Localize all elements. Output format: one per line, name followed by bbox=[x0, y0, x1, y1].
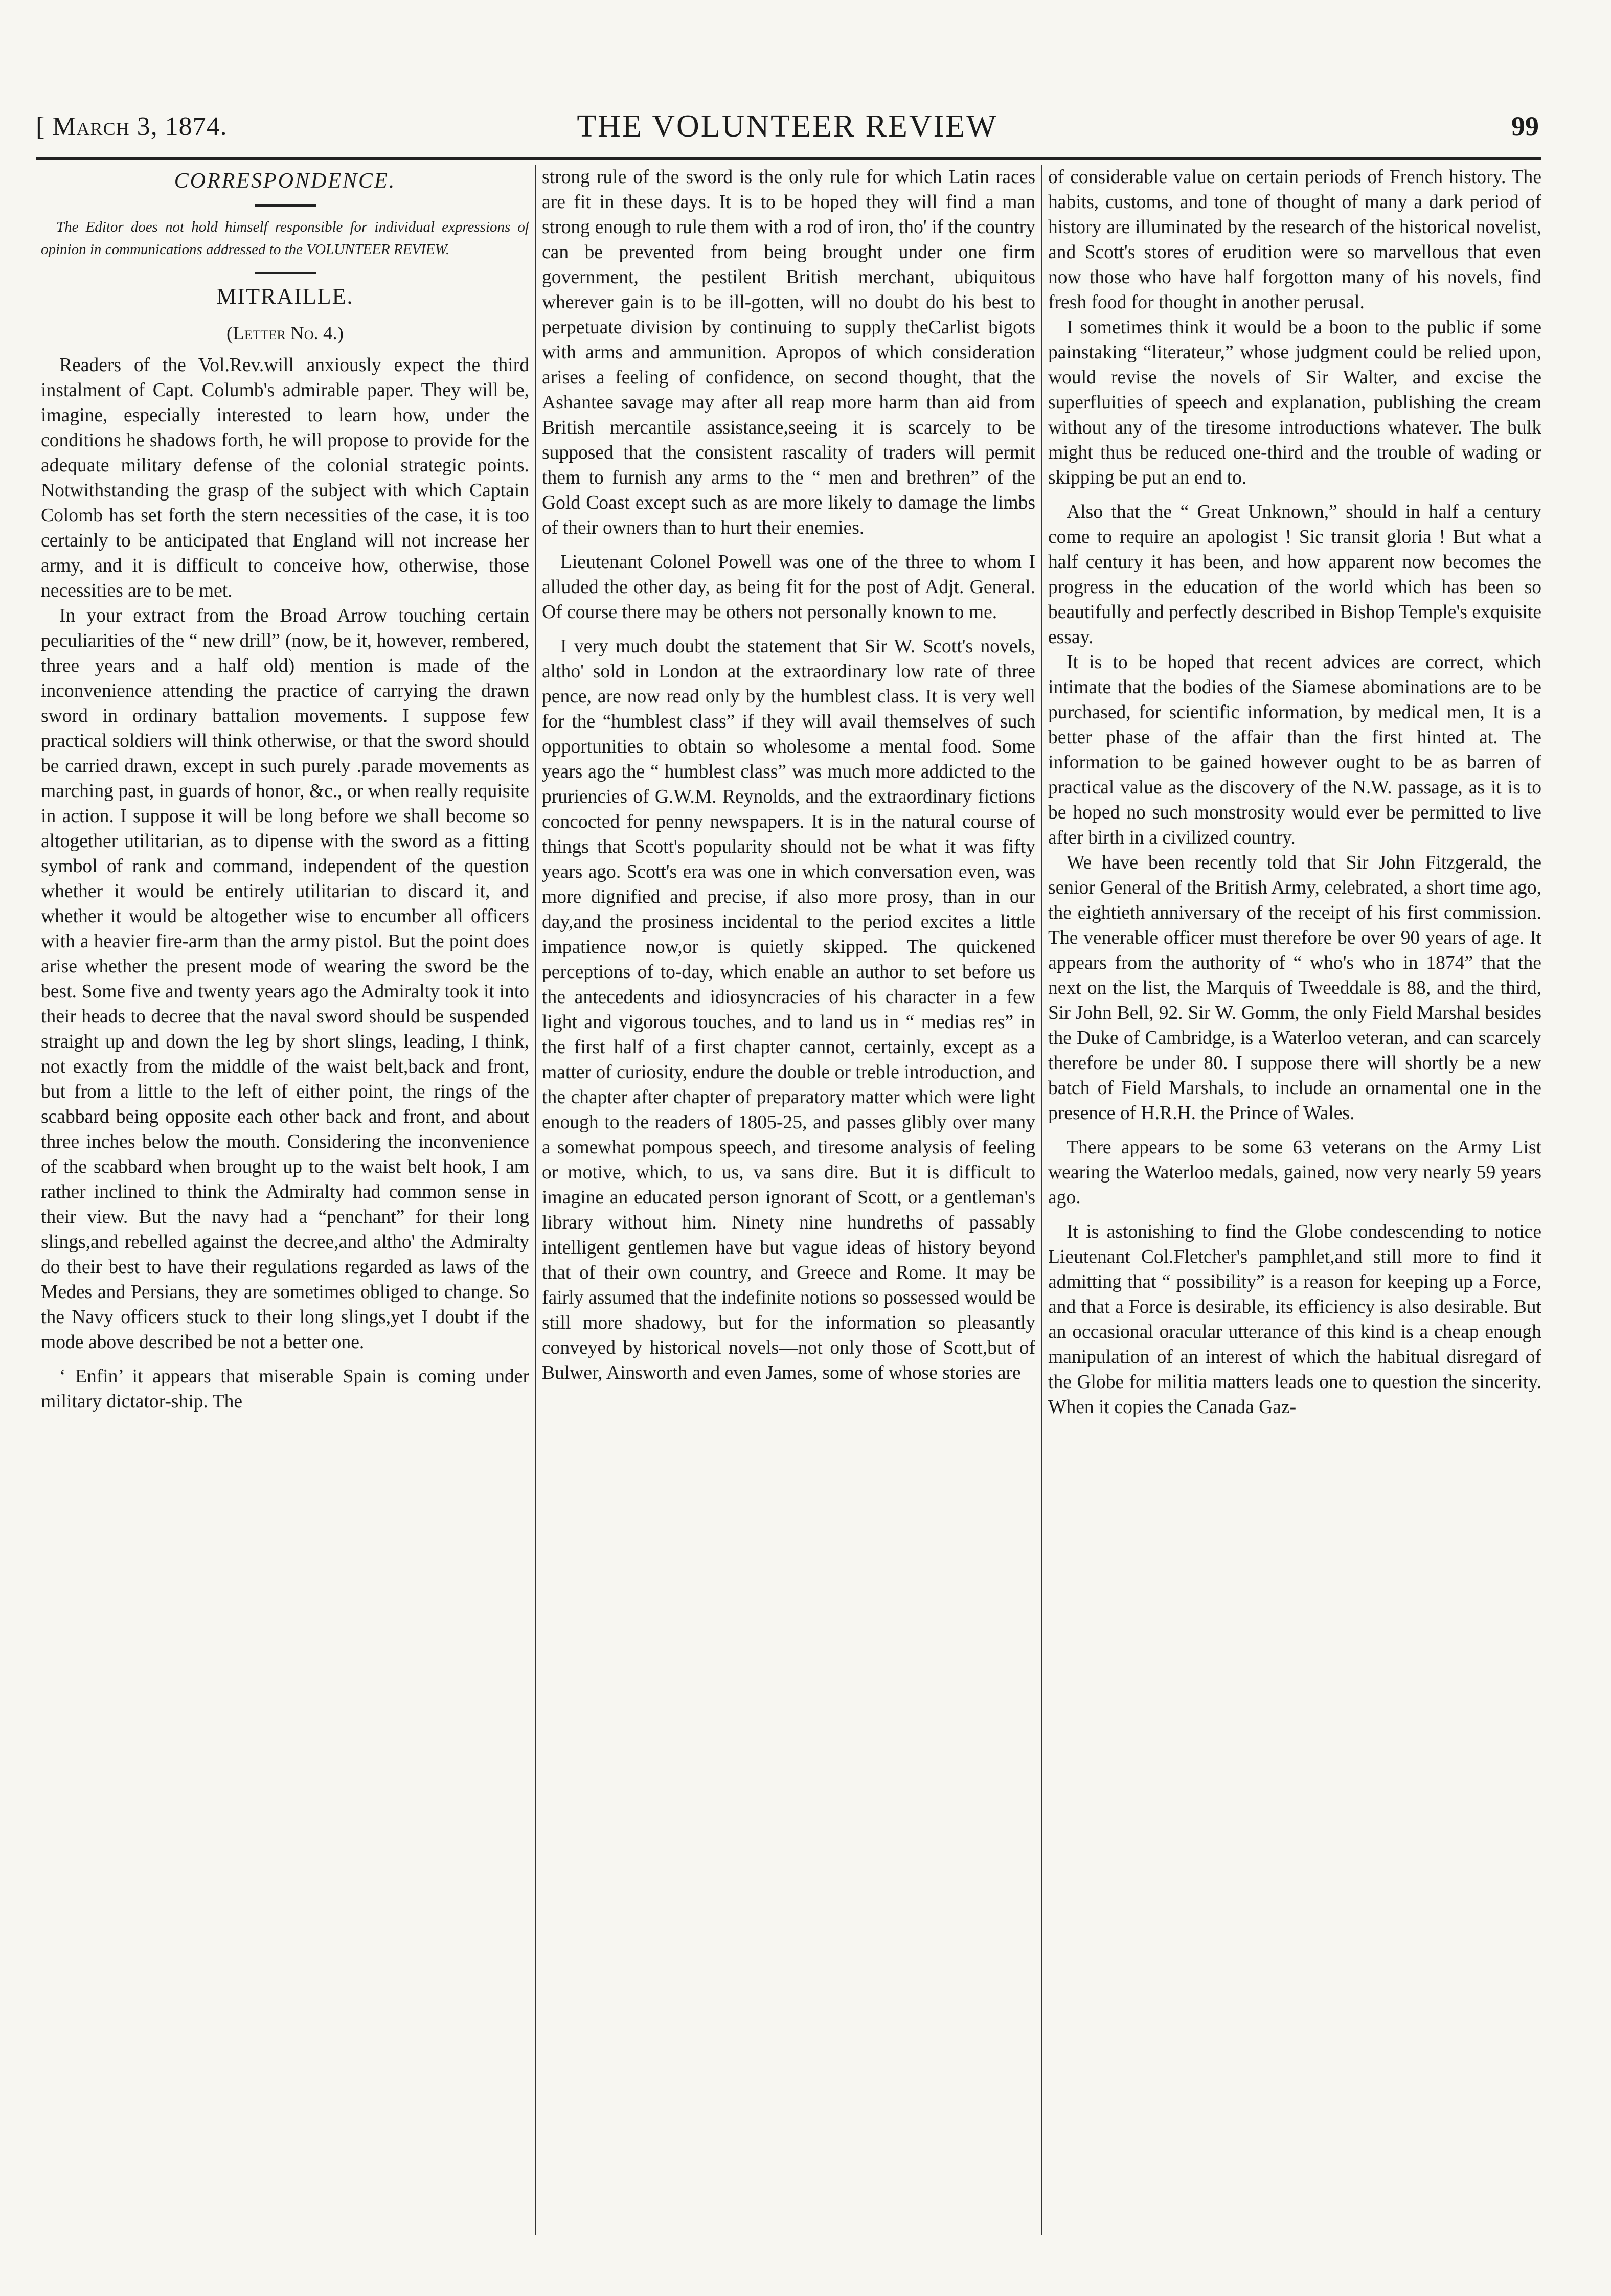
section-title: CORRESPONDENCE. bbox=[174, 169, 396, 193]
section-rule bbox=[255, 204, 316, 207]
column-divider bbox=[1041, 165, 1042, 2235]
column-1 bbox=[41, 165, 529, 2235]
masthead-rule bbox=[36, 157, 1541, 160]
column-divider bbox=[535, 165, 536, 2235]
letter-number: (Letter No. 4.) bbox=[226, 323, 344, 344]
paragraph: of considerable value on certain periods of French history. The habits, customs, and tone of thought of many a dark period of history are illuminated by the research of the historical novelist, and Scott's stores of erudition were so marvellous that even now those who have half forgotton many of his novels, find fresh food for thought in another perusal. bbox=[1048, 167, 1541, 313]
newspaper-title: THE VOLUNTEER REVIEW bbox=[577, 109, 998, 144]
paragraph: It is astonishing to find the Globe condescending to notice Lieutenant Col.Fletcher's pamphlet,and still more to find it admitting that “ possibility” is a reason for keeping up a Force, and that a Force is desirable, its efficiency is also desirable. But an occasional oracular utterance of this kind is a cheap enough manipulation of an interest of which the habitual disregard of the Globe for militia matters leads one to question the sincerity. When it copies the Canada Gaz- bbox=[1048, 1221, 1541, 1418]
paragraph: In your extract from the Broad Arrow touching certain peculiarities of the “ new drill” (now, be it, however, rembered, three years and a half old) mention is made of the inconvenience attending the practice of carrying the drawn sword in ordinary battalion movements. I suppose few practical soldiers will think otherwise, or that the sword should be carried drawn, except in such purely .parade movements as marching past, in guards of honor, &c., or when really requisite in action. I suppose it will be long before we shall become so altogether utilitarian, as to dipense with the sword as a fitting symbol of rank and command, independent of the question whether it would be entirely utilitarian to discard it, and whether it would be altogether wise to encumber all officers with a heavier fire-arm than the army pistol. But the point does arise whether the present mode of wearing the sword be the best. Some five and twenty years ago the Admiralty took it into their heads to decree that the naval sword should be suspended straight up and down the leg by short slings, leading, I think, not exactly from the middle of the waist belt,back and front, but from a little to the left of either point, the rings of the scabbard being opposite each other back and front, and about three inches below the mouth. Considering the inconvenience of the scabbard when brought up to the waist belt hook, I am rather inclined to think the Admiralty had common sense in their view. But the navy had a “penchant” for their long slings,and rebelled against the decree,and altho' the Admiralty do their best to have their regulations regarded as laws of the Medes and Persians, they are sometimes obliged to change. So the Navy officers stuck to their long slings,yet I doubt if the mode above described be not a better one. bbox=[41, 605, 529, 1353]
paragraph: Lieutenant Colonel Powell was one of the three to whom I alluded the other day, as being fit for the post of Adjt. General. Of course there may be others not personally known to me. bbox=[542, 552, 1035, 623]
paragraph: Readers of the Vol.Rev.will anxiously expect the third instalment of Capt. Columb's admirable paper. They will be, imagine, especially interested to learn how, under the conditions he shadows forth, he will propose to provide for the adequate military defense of the colonial strategic points. Notwithstanding the grasp of the subject with which Captain Colomb has set forth the stern necessities of the case, it is too certainly to be anticipated that England will not increase her army, and it is difficult to conceive how, otherwise, those necessities are to be met. bbox=[41, 355, 529, 601]
paragraph: We have been recently told that Sir John Fitzgerald, the senior General of the British Army, celebrated, a short time ago, the eightieth anniversary of the receipt of his first commission. The venerable officer must therefore be over 90 years of age. It appears from the authority of “ who's who in 1874” that the next on the list, the Marquis of Tweeddale is 88, and the third, Sir John Bell, 92. Sir W. Gomm, the only Field Marshal besides the Duke of Cambridge, is a Waterloo veteran, and can scarcely therefore be under 80. I suppose there will shortly be a new batch of Field Marshals, to include an ornamental one in the presence of H.R.H. the Prince of Wales. bbox=[1048, 852, 1541, 1124]
paragraph: Also that the “ Great Unknown,” should in half a century come to require an apologist ! Sic transit gloria ! But what a half century it has been, and how apparent now becomes the progress in the education of the world which has been so beautifully and perfectly described in Bishop Temple's exquisite essay. bbox=[1048, 502, 1541, 648]
column-3 bbox=[1048, 165, 1541, 2235]
paragraph: It is to be hoped that recent advices are correct, which intimate that the bodies of the Siamese abominations are to be purchased, for scientific information, by medical men, It is a better phase of the affair than the first hinted at. The information to be gained however ought to be as barren of practical value as the discovery of the N.W. passage, as it is to be hoped no such monstrosity would ever be permitted to live after birth in a civilized country. bbox=[1048, 652, 1541, 848]
masthead bbox=[36, 108, 1539, 155]
paragraph: There appears to be some 63 veterans on the Army List wearing the Waterloo medals, gained, now very nearly 59 years ago. bbox=[1048, 1137, 1541, 1208]
page-number: 99 bbox=[1511, 111, 1539, 142]
paragraph: I very much doubt the statement that Sir W. Scott's novels, altho' sold in London at the extraordinary low rate of three pence, are now read only by the humblest class. It is very well for the “humblest class” if they will avail themselves of such opportunities to obtain so wholesome a mental food. Some years ago the “ humblest class” was much more addicted to the pruriencies of G.W.M. Reynolds, and the extraordinary fictions concocted for penny newspapers. It is in the natural course of things that Scott's popularity should not be what it was fifty years ago. Scott's era was one in which conversation even, was more dignified and precise, if also more prosy, than in our day,and the prosiness incidental to the period excites a little impatience now,or is quietly skipped. The quickened perceptions of to-day, which enable an author to set before us the antecedents and idiosyncracies of his character in a few light and vigorous touches, and to land us in “ medias res” in the first half of a first chapter cannot, certainly, except as a matter of curiosity, endure the double or treble introduction, and the chapter after chapter of preparatory matter which were light enough to the readers of 1805-25, and passes glibly over many a somewhat pompous speech, and tiresome analysis of feeling or motive, which, to us, va sans dire. But it is difficult to imagine an educated person ignorant of Scott, or a gentleman's library without him. Ninety nine hundreths of passably intelligent gentlemen have but vague ideas of history beyond that of their own country, and Greece and Rome. It may be fairly assumed that the indefinite notions so possessed would be still more shadowy, but for the information so pleasantly conveyed by historical novels—not only those of Scott,but of Bulwer, Ainsworth and even James, some of whose stories are bbox=[542, 636, 1035, 1383]
article-title: MITRAILLE. bbox=[216, 284, 354, 309]
issue-date: [ March 3, 1874. bbox=[36, 112, 228, 141]
section-rule bbox=[255, 272, 316, 274]
paragraph: ‘ Enfin’ it appears that miserable Spain is coming under military dictator-ship. The bbox=[41, 1366, 529, 1412]
editor-disclaimer: The Editor does not hold himself responsible for individual expressions of opinion in communications addressed to the VOLUNTEER REVIEW. bbox=[41, 219, 529, 258]
paragraph: I sometimes think it would be a boon to the public if some painstaking “literateur,” whose judgment could be relied upon, would revise the novels of Sir Walter, and excise the superfluities of speech and explanation, publishing the cream without any of the tiresome introductions whatever. The bulk might thus be reduced one-third and the trouble of wading or skipping be put an end to. bbox=[1048, 317, 1541, 488]
paragraph: strong rule of the sword is the only rule for which Latin races are fit in these days. It is to be hoped they will find a man strong enough to rule them with a rod of iron, tho' if the country can be prevented from being brought under one firm government, the pestilent British merchant, ubiquitous wherever gain is to be ill-gotten, will no doubt do his best to perpetuate division by continuing to supply theCarlist bigots with arms and ammunition. Apropos of which consideration arises a feeling of confidence, on second thought, that the Ashantee savage may after all reap more harm than aid from British mercantile assistance,seeing it is scarcely to be supposed that the consistent rascality of traders will permit them to furnish any arms to the “ men and brethren” of the Gold Coast except such as are more likely to damage the limbs of their owners than to hurt their enemies. bbox=[542, 167, 1035, 538]
column-2 bbox=[542, 165, 1035, 2235]
